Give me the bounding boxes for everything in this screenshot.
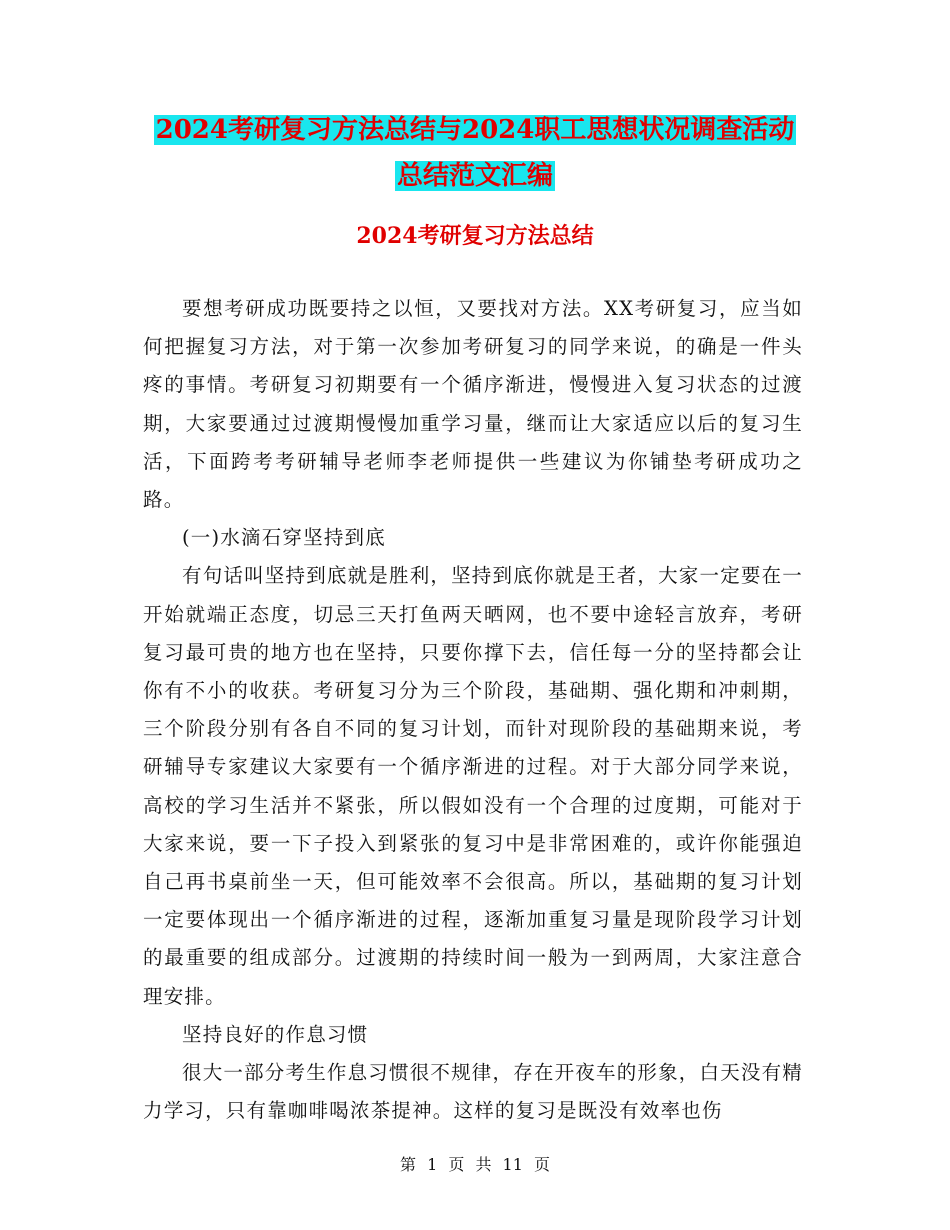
title-highlight-2: 总结范文汇编 xyxy=(396,161,553,191)
subheading-persistence: (一)水滴石穿坚持到底 xyxy=(182,526,386,550)
paragraph-persistence: 有句话叫坚持到底就是胜利，坚持到底你就是王者，大家一定要在一开始就端正态度，切忌三天打鱼两天晒网，也不要中途轻言放弃，考研复习最可贵的地方也在坚持，只要你撑下去，信任每一分的坚持都会让你有不小的收获。考研复习分为三个阶段，基础期、强化期和冲刺期，三个阶段分别有各自不同的复习计划，而针对现阶段的基础期来说，考研辅导专家建议大家要有一个循序渐进的过程。对于大部分同学来说，高校的学习生活并不紧张，所以假如没有一个合理的过度期，可能对于大家来说，要一下子投入到紧张的复习中是非常困难的，或许你能强迫自己再书桌前坐一天，但可能效率不会很高。所以，基础期的复习计划一定要体现出一个循序渐进的过程，逐渐加重复习量是现阶段学习计划的最重要的组成部分。过渡期的持续时间一般为一到两周，大家注意合理安排。 xyxy=(143,564,804,1008)
subheading-habits: 坚持良好的作息习惯 xyxy=(182,1022,369,1046)
document-title-line-1 xyxy=(0,108,950,152)
section-title: 2024考研复习方法总结 xyxy=(356,223,594,249)
page-footer: 第 1 页 共 11 页 xyxy=(400,1155,550,1174)
paragraph-habits: 很大一部分考生作息习惯很不规律，存在开夜车的形象，白天没有精力学习，只有靠咖啡喝浓茶提神。这样的复习是既没有效率也伤 xyxy=(143,1061,804,1123)
title-highlight-1: 2024考研复习方法总结与2024职工思想状况调查活动 xyxy=(155,115,795,145)
body-text xyxy=(143,290,803,1130)
document-title-line-2 xyxy=(0,154,950,198)
paragraph-intro: 要想考研成功既要持之以恒，又要找对方法。XX考研复习，应当如何把握复习方法，对于第一次参加考研复习的同学来说，的确是一件头疼的事情。考研复习初期要有一个循序渐进，慢慢进入复习状态的过渡期，大家要通过过渡期慢慢加重学习量，继而让大家适应以后的复习生活，下面跨考考研辅导老师李老师提供一些建议为你铺垫考研成功之路。 xyxy=(143,297,803,512)
